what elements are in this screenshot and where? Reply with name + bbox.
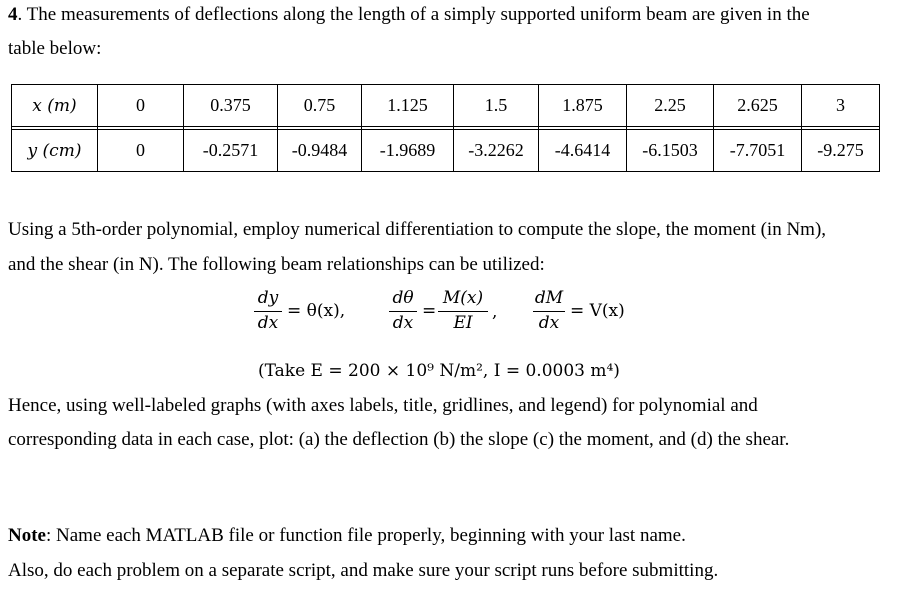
constants-line: (Take E = 200 × 10⁹ N/m², I = 0.0003 m⁴) xyxy=(258,361,620,381)
x-cell: 2.625 xyxy=(714,85,802,127)
eq2-fraction-bar xyxy=(389,311,417,312)
eq1-numerator: dy xyxy=(257,288,279,308)
eq2-fraction-right xyxy=(438,288,488,335)
x-cell: 1.125 xyxy=(362,85,454,127)
eq2-right-denominator: EI xyxy=(453,313,473,333)
y-cell: -6.1503 xyxy=(627,130,714,172)
problem-number: 4 xyxy=(8,4,18,25)
eq1-denominator: dx xyxy=(257,313,279,333)
y-cell: -7.7051 xyxy=(714,130,802,172)
eq3-rhs: = V(x) xyxy=(570,301,625,321)
eq2-right-numerator: M(x) xyxy=(442,288,484,308)
x-cell: 1.5 xyxy=(454,85,539,127)
y-cell: -3.2262 xyxy=(454,130,539,172)
note-line1 xyxy=(8,525,686,547)
note-line2: Also, do each problem on a separate script, and make sure your script runs before submitting. xyxy=(8,560,719,581)
eq1-rhs: = θ(x), xyxy=(287,301,346,321)
y-cell: -1.9689 xyxy=(362,130,454,172)
eq2-comma: , xyxy=(492,302,498,322)
eq2-equals: = xyxy=(422,301,437,321)
eq2-fraction-left xyxy=(389,288,417,335)
x-cell: 2.25 xyxy=(627,85,714,127)
problem-intro-text: . The measurements of deflections along the length of a simply supported uniform beam are given in the xyxy=(17,4,810,25)
eq1-fraction-bar xyxy=(254,311,282,312)
eq2-numerator: dθ xyxy=(392,288,414,308)
note-text: : Name each MATLAB file or function file properly, beginning with your last name. xyxy=(45,525,686,546)
instructions-line2: corresponding data in each case, plot: (a) the deflection (b) the slope (c) the moment, and (d) the shear. xyxy=(8,429,790,450)
x-cell: 0 xyxy=(98,85,184,127)
y-cell: -0.9484 xyxy=(278,130,362,172)
eq1-fraction xyxy=(254,288,282,335)
instructions-line1: Hence, using well-labeled graphs (with axes labels, title, gridlines, and legend) for polynomial and xyxy=(8,395,758,416)
y-cell: -9.275 xyxy=(802,130,880,172)
eq3-denominator: dx xyxy=(538,313,560,333)
x-cell: 0.375 xyxy=(184,85,278,127)
eq2-right-fraction-bar xyxy=(438,311,488,312)
y-cell: 0 xyxy=(98,130,184,172)
problem-intro-line1 xyxy=(8,4,810,26)
y-cell: -0.2571 xyxy=(184,130,278,172)
eq3-fraction xyxy=(533,288,565,335)
y-label: y (cm) xyxy=(12,130,98,172)
eq2-denominator: dx xyxy=(392,313,414,333)
x-label: x (m) xyxy=(12,85,98,127)
paragraph-line1: Using a 5th-order polynomial, employ numerical differentiation to compute the slope, the moment (in Nm), xyxy=(8,219,827,240)
problem-intro-line2: table below: xyxy=(8,38,102,59)
note-label: Note xyxy=(8,525,46,546)
y-cell: -4.6414 xyxy=(539,130,627,172)
x-cell: 0.75 xyxy=(278,85,362,127)
deflection-table xyxy=(11,84,880,172)
y-row xyxy=(12,130,880,172)
x-cell: 3 xyxy=(802,85,880,127)
eq3-fraction-bar xyxy=(533,311,565,312)
paragraph-line2: and the shear (in N). The following beam relationships can be utilized: xyxy=(8,254,545,275)
x-cell: 1.875 xyxy=(539,85,627,127)
x-row xyxy=(12,85,880,127)
eq3-numerator: dM xyxy=(534,288,564,308)
